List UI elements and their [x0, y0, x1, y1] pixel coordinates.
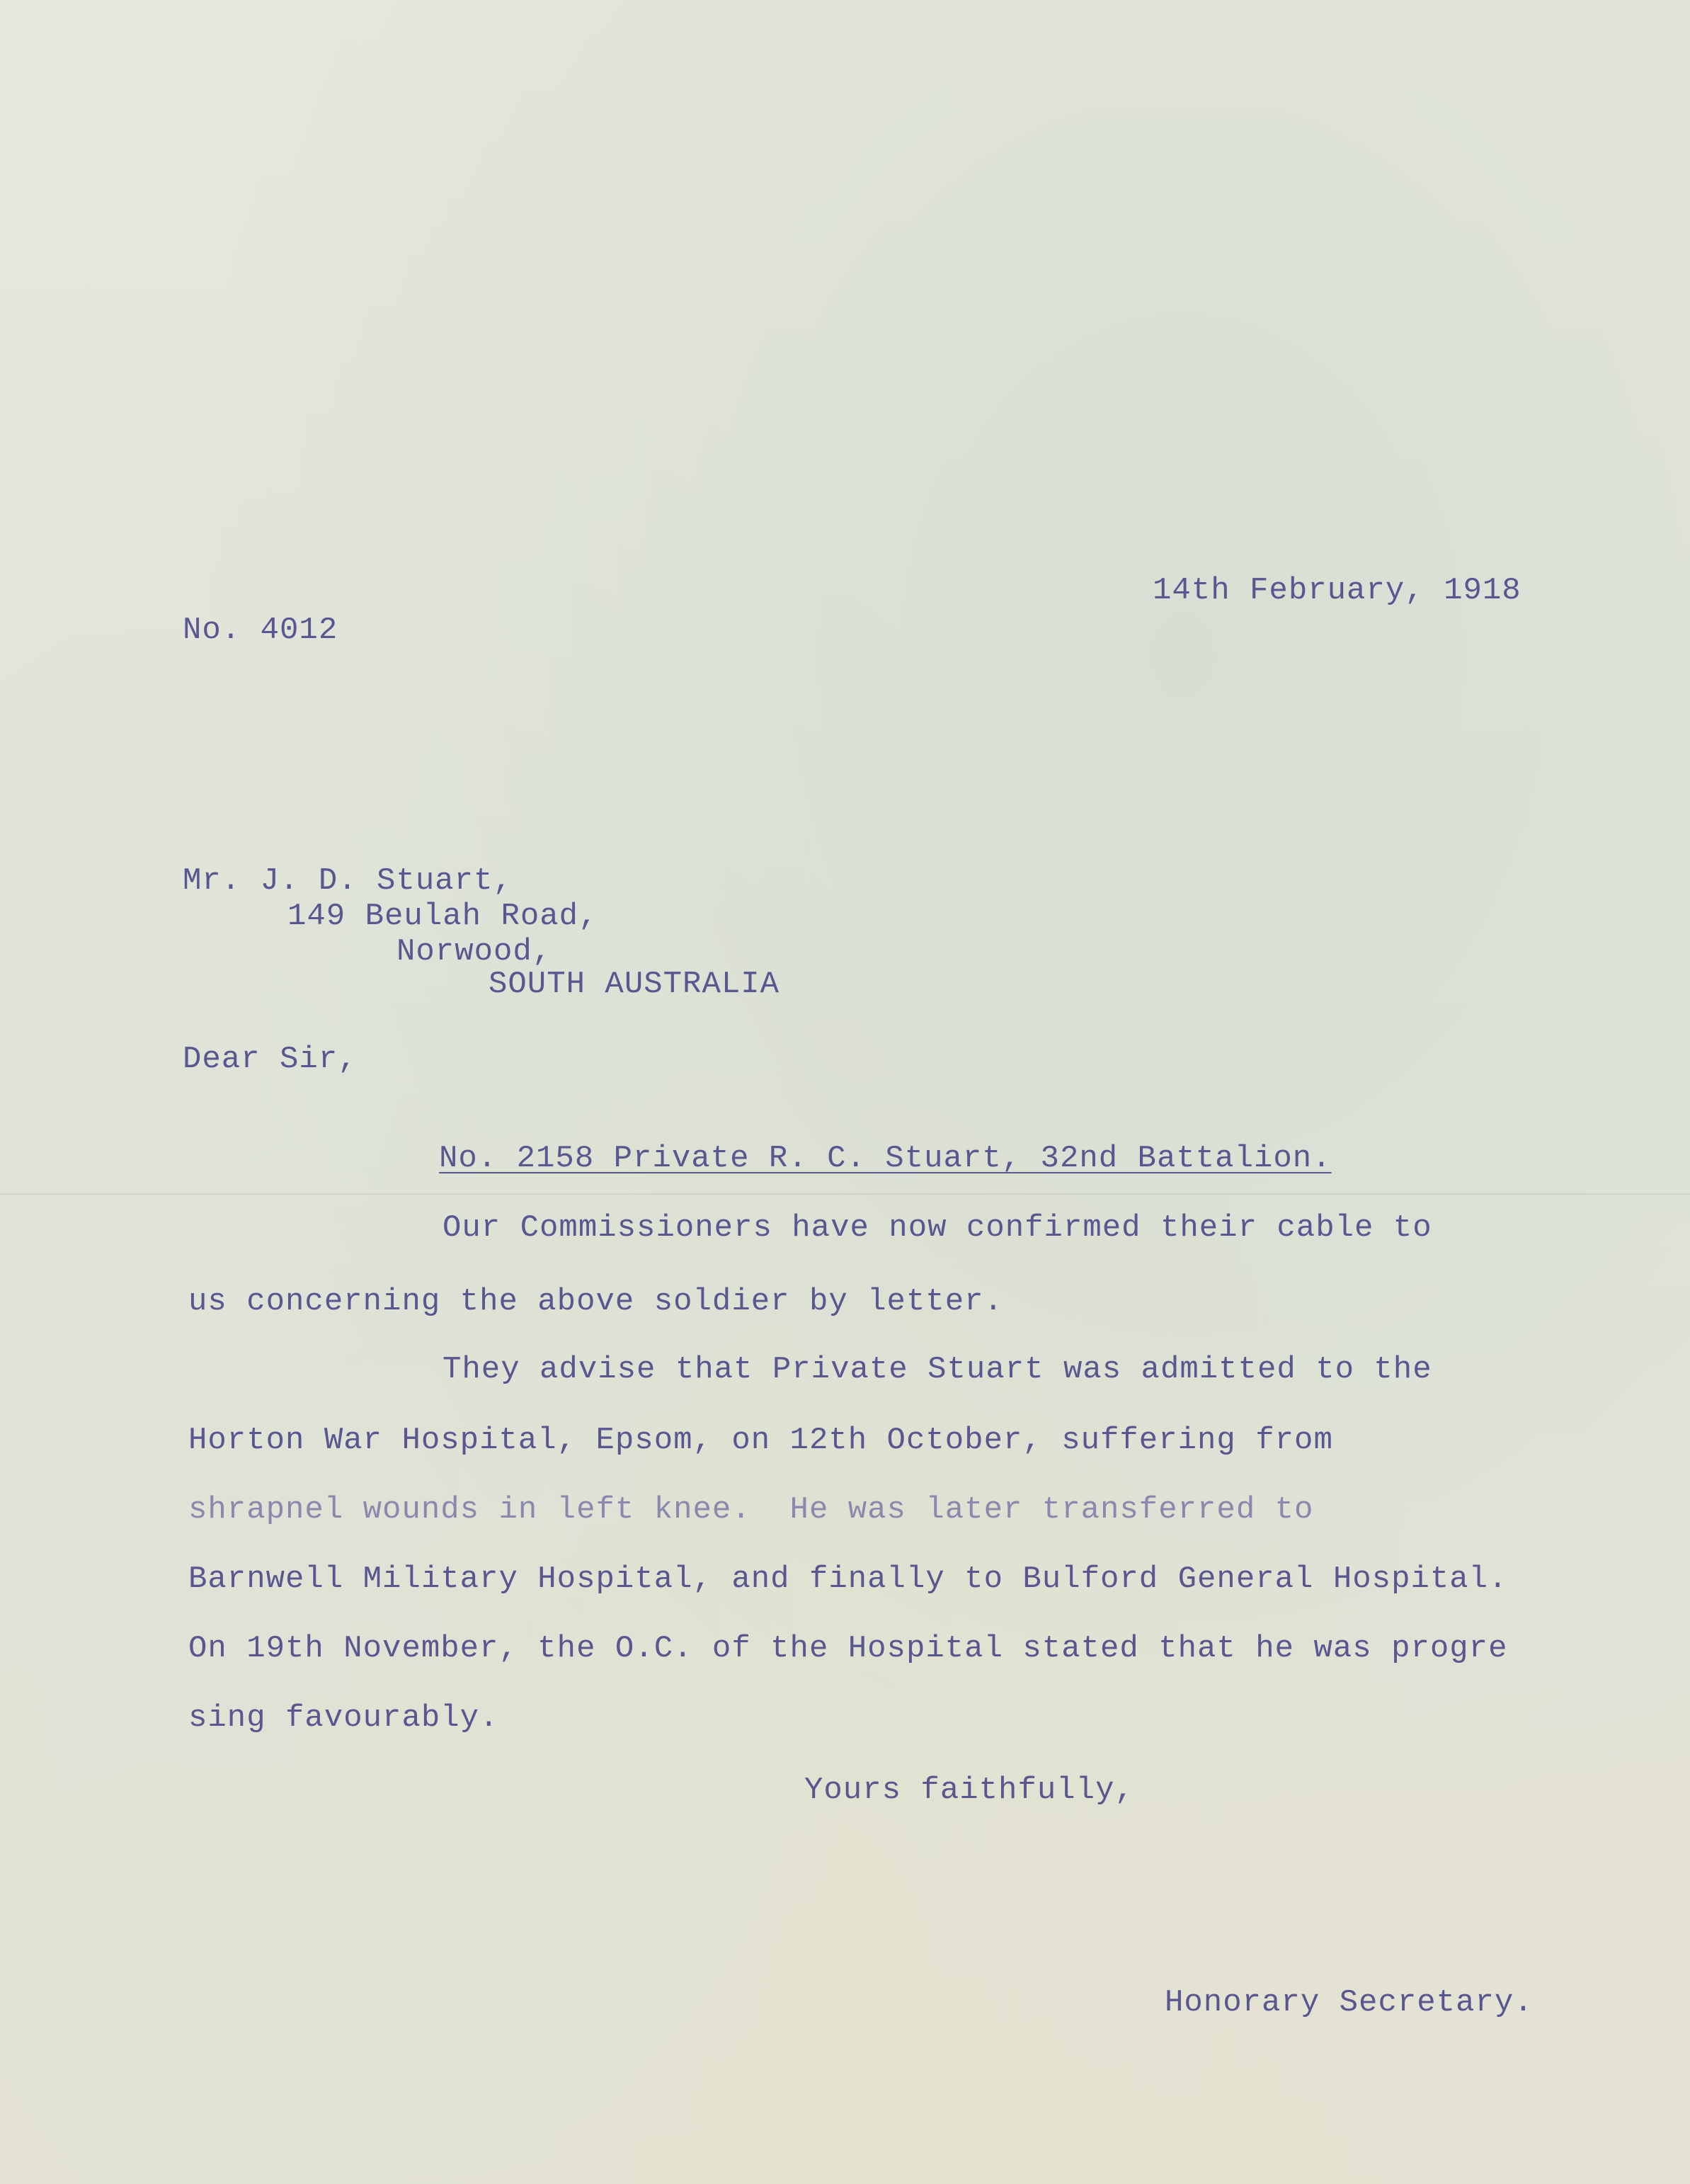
letter-date: 14th February, 1918: [1153, 573, 1521, 608]
subject-line: No. 2158 Private R. C. Stuart, 32nd Battalion.: [439, 1141, 1332, 1176]
addressee-street: 149 Beulah Road,: [287, 899, 598, 934]
body-line-3: They advise that Private Stuart was admitted to the: [443, 1352, 1432, 1387]
closing: Yours faithfully,: [804, 1773, 1134, 1808]
body-line-6: Barnwell Military Hospital, and finally to Bulford General Hospital.: [188, 1562, 1508, 1597]
addressee-name: Mr. J. D. Stuart,: [183, 863, 513, 899]
body-line-8: sing favourably.: [188, 1700, 499, 1736]
body-line-2: us concerning the above soldier by letter.: [188, 1284, 1003, 1319]
paper-fold: [0, 1193, 1690, 1195]
body-line-7: On 19th November, the O.C. of the Hospital stated that he was progre: [188, 1631, 1508, 1666]
body-line-1: Our Commissioners have now confirmed their cable to: [443, 1210, 1432, 1246]
addressee-suburb: Norwood,: [396, 934, 552, 969]
signatory-title: Honorary Secretary.: [1165, 1985, 1534, 2020]
salutation: Dear Sir,: [183, 1042, 358, 1077]
addressee-state: SOUTH AUSTRALIA: [489, 967, 780, 1002]
reference-number: No. 4012: [183, 613, 338, 648]
body-line-5: shrapnel wounds in left knee. He was later transferred to: [188, 1492, 1314, 1528]
body-line-4: Horton War Hospital, Epsom, on 12th October, suffering from: [188, 1423, 1333, 1458]
